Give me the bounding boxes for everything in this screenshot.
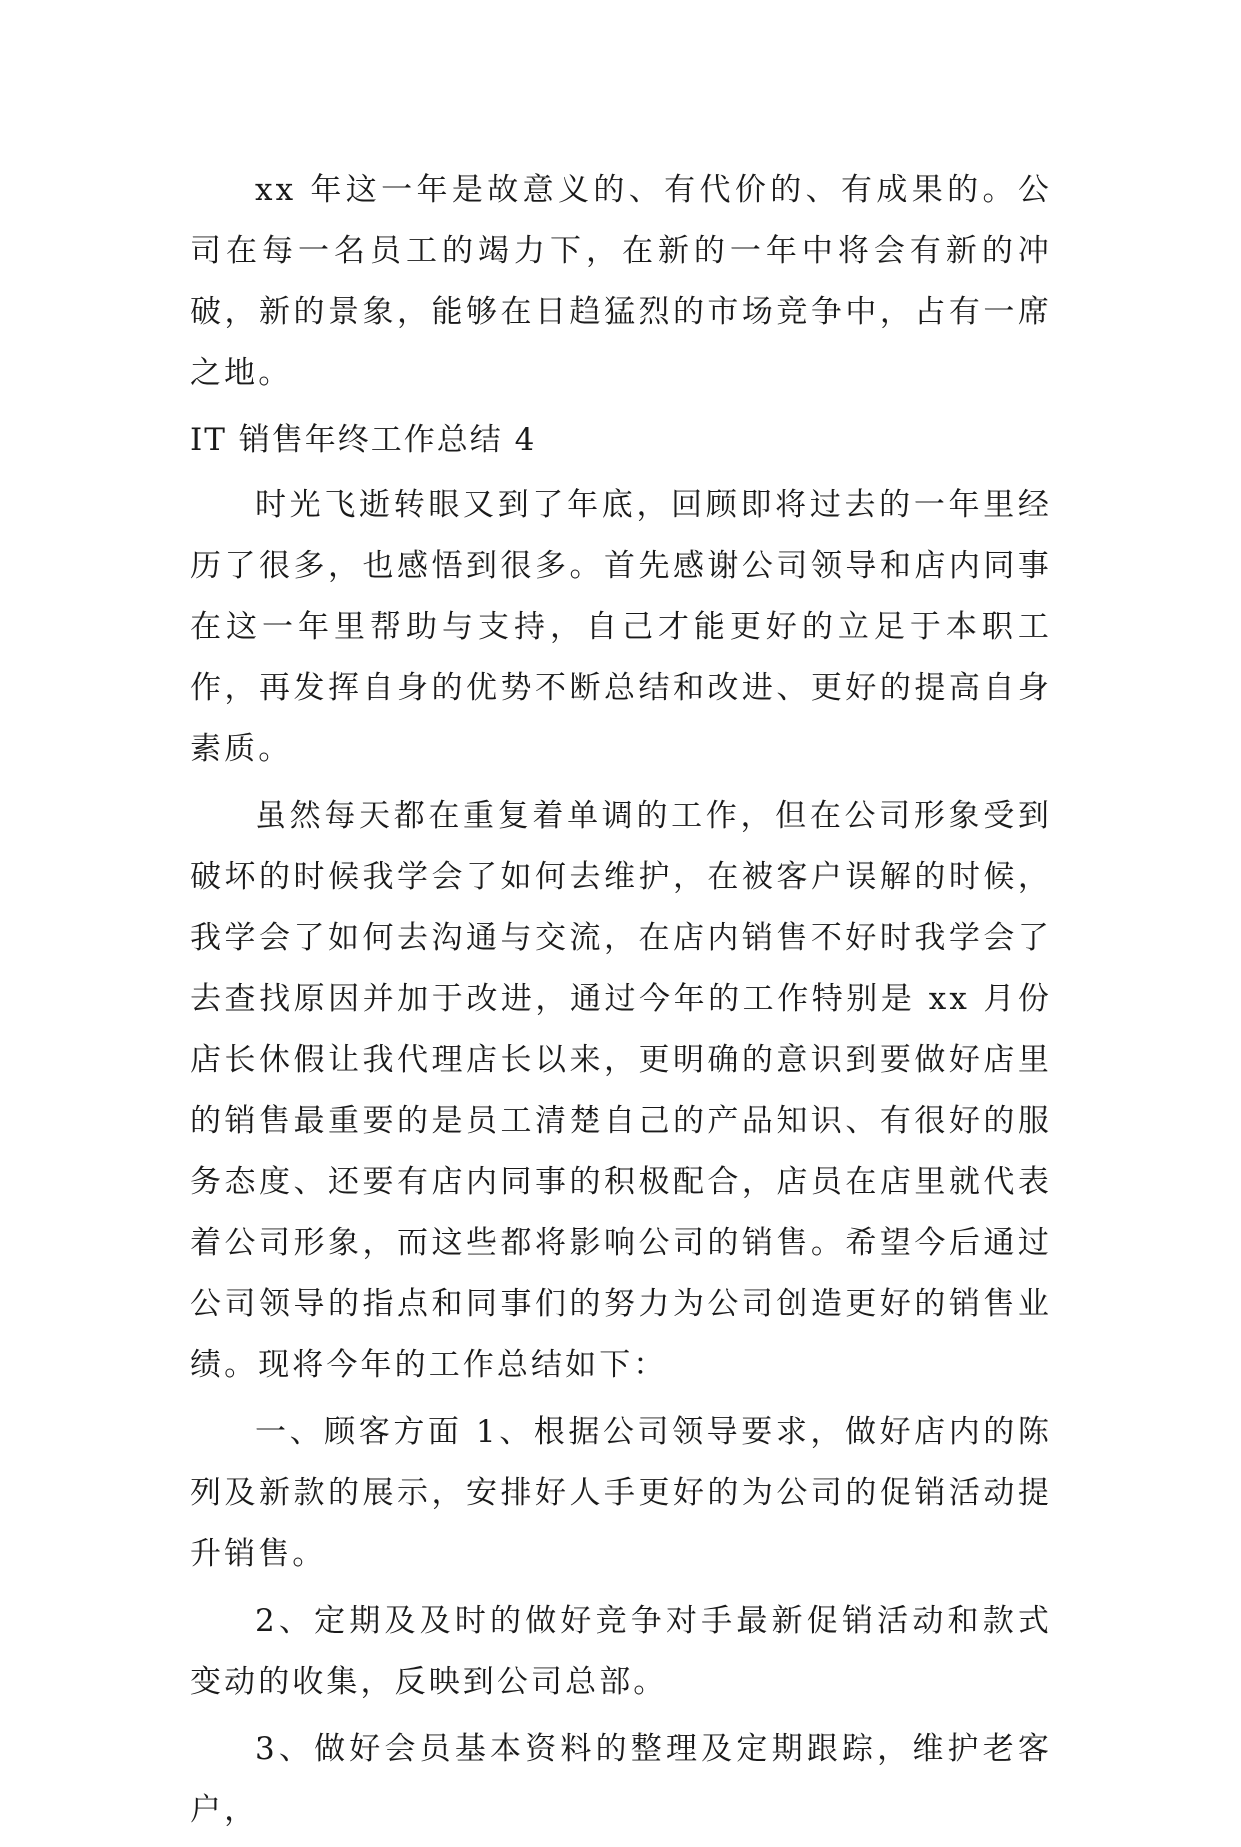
- document-body: [190, 160, 1052, 1847]
- paragraph-customer-item-2: 2、定期及及时的做好竞争对手最新促销活动和款式变动的收集，反映到公司总部。: [190, 1603, 1052, 1700]
- paragraph-customer-item-3: 3、做好会员基本资料的整理及定期跟踪，维护老客户，: [190, 1731, 1052, 1828]
- paragraph-intro-summary: xx 年这一年是故意义的、有代价的、有成果的。公司在每一名员工的竭力下，在新的一年中将会有新的冲破，新的景象，能够在日趋猛烈的市场竞争中，占有一席之地。: [190, 172, 1052, 391]
- section-heading: IT 销售年终工作总结 4: [190, 422, 537, 458]
- paragraph-customer-item-1: 一、顾客方面 1、根据公司领导要求，做好店内的陈列及新款的展示，安排好人手更好的为公司的促销活动提升销售。: [190, 1414, 1052, 1572]
- paragraph-year-review: 时光飞逝转眼又到了年底，回顾即将过去的一年里经历了很多，也感悟到很多。首先感谢公司领导和店内同事在这一年里帮助与支持，自己才能更好的立足于本职工作，再发挥自身的优势不断总结和改进、更好的提高自身素质。: [190, 487, 1052, 767]
- paragraph-daily-work: 虽然每天都在重复着单调的工作，但在公司形象受到破坏的时候我学会了如何去维护，在被客户误解的时候，我学会了如何去沟通与交流，在店内销售不好时我学会了去查找原因并加于改进，通过今年的工作特别是 xx 月份店长休假让我代理店长以来，更明确的意识到要做好店里的销售最重要的是员工清楚自己的产品知识、有很好的服务态度、还要有店内同事的积极配合，店员在店里就代表着公司形象，而这些都将影响公司的销售。希望今后通过公司领导的指点和同事们的努力为公司创造更好的销售业绩。现将今年的工作总结如下：: [190, 798, 1052, 1383]
